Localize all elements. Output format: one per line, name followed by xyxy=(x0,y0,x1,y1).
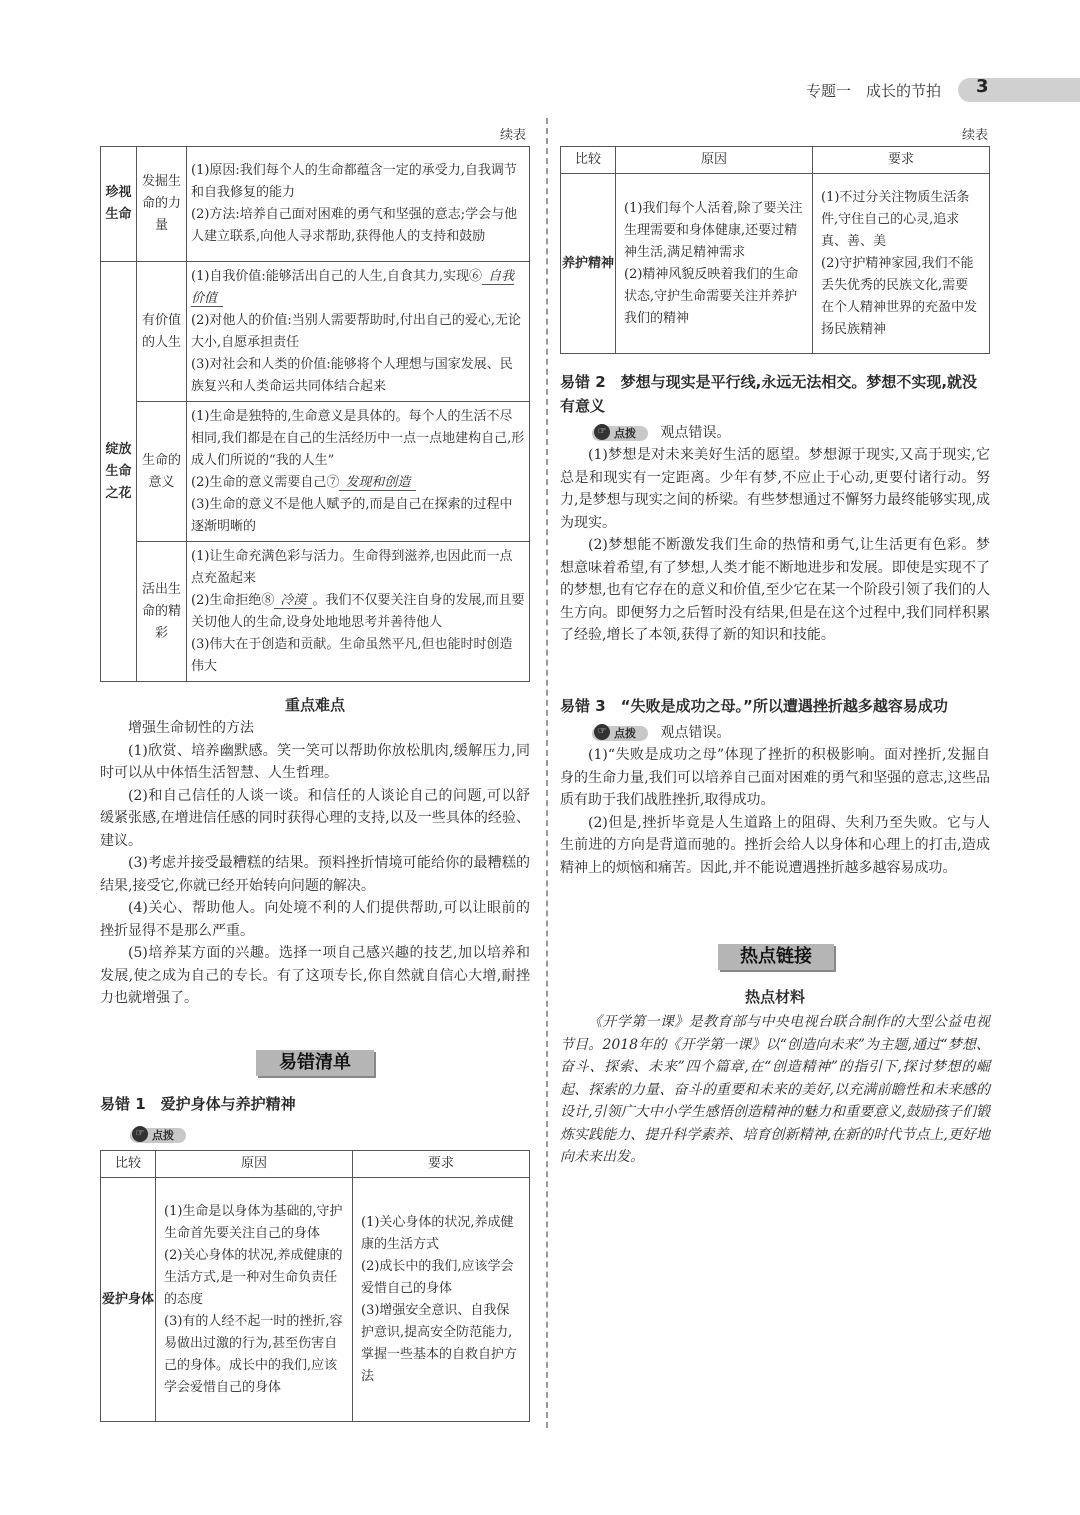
content-line: (2)生命的意义需要自己⑦ 发现和创造 xyxy=(191,472,525,494)
header-cell: 要求 xyxy=(353,1151,530,1178)
hint-badge: ☞ 点拨 xyxy=(130,1124,186,1143)
pointer-icon: ☞ xyxy=(594,424,610,440)
answer-blank: 自我价值 xyxy=(191,268,515,306)
content-line: (1)生命是独特的,生命意义是具体的。每个人的生活不尽相同,我们都是在自己的生活经历中一点一点地建构自己,形成人们所说的“我的人生” xyxy=(191,408,525,468)
content-cell xyxy=(187,147,530,262)
column-divider xyxy=(546,118,548,1428)
header-cell: 比较 xyxy=(101,1151,156,1178)
answer-blank: 冷漠 xyxy=(274,593,312,609)
subcategory-cell: 发掘生命的力量 xyxy=(137,147,187,262)
content-cell xyxy=(187,262,530,402)
category-cell: 珍视生命 xyxy=(101,147,137,262)
key-point: (3)考虑并接受最糟糕的结果。预料挫折情境可能给你的最糟糕的结果,接受它,你就已经开始转向问题的解决。 xyxy=(100,855,530,894)
topic-header: 专题一 成长的节拍 xyxy=(806,82,942,100)
error-list-banner: 易错清单 xyxy=(256,1050,374,1076)
table-row xyxy=(561,174,990,354)
content-line: (1)不过分关注物质生活条件,守住自己的心灵,追求真、善、美 xyxy=(821,189,970,249)
content-line: (2)成长中的我们,应该学会爱惜自己的身体 xyxy=(361,1258,514,1296)
summary-table xyxy=(100,146,530,682)
subcategory-cell: 生命的意义 xyxy=(137,402,187,542)
paragraph: (1)梦想是对未来美好生活的愿望。梦想源于现实,又高于现实,它总是和现实有一定距离。少年有梦,不应止于心动,更要付诸行动。努力,是梦想与现实之间的桥梁。有些梦想通过不懈努力最终能够实现,成为现实。 xyxy=(560,447,990,531)
content-line: (2)精神风貌反映着我们的生命状态,守护生命需要关注并养护我们的精神 xyxy=(624,266,799,326)
content-line: (1)自我价值:能够活出自己的人生,自食其力,实现⑥ 自我价值 xyxy=(191,268,515,306)
content-line: (2)生命拒绝⑧ 冷漠 。我们不仅要关注自身的发展,而且要关切他人的生命,设身处地地思考并善待他人 xyxy=(191,592,525,630)
table-row xyxy=(101,262,530,402)
content-cell xyxy=(187,402,530,542)
paragraph: (1)“失败是成功之母”体现了挫折的积极影响。面对挫折,发掘自身的生命力量,我们可以培养自己面对困难的勇气和坚强的意志,这些品质有助于我们战胜挫折,取得成功。 xyxy=(560,747,990,808)
content-line: (1)关心身体的状况,养成健康的生活方式 xyxy=(361,1214,514,1252)
key-points-title: 重点难点 xyxy=(284,696,345,714)
pointer-icon: ☞ xyxy=(594,724,610,740)
hint-verdict: 观点错误。 xyxy=(660,725,731,741)
content-line: (3)生命的意义不是他人赋予的,而是自己在探索的过程中逐渐明晰的 xyxy=(191,496,513,534)
table-row xyxy=(101,147,530,262)
key-points-subtitle: 增强生命韧性的方法 xyxy=(128,720,254,736)
category-cell: 绽放生命之花 xyxy=(101,262,137,682)
reason-cell xyxy=(156,1178,353,1422)
content-line: (2)守护精神家园,我们不能丢失优秀的民族文化,需要在个人精神世界的充盈中发扬民族精神 xyxy=(821,255,978,337)
continued-label-left: 续表 xyxy=(500,128,527,143)
content-line: (3)伟大在于创造和贡献。生命虽然平凡,但也能时时创造伟大 xyxy=(191,636,513,674)
error-1-title: 易错 1 爱护身体与养护精神 xyxy=(100,1095,296,1113)
content-line: (1)生命是以身体为基础的,守护生命首先要关注自己的身体 xyxy=(164,1203,343,1241)
error-3-section xyxy=(560,694,990,879)
comparison-table-spirit xyxy=(560,146,990,354)
continued-label-right: 续表 xyxy=(962,128,989,143)
hot-material-text: 《开学第一课》是教育部与中央电视台联合制作的大型公益电视节目。2018年的《开学第一课》以“创造向未来”为主题,通过“梦想、奋斗、探索、未来”四个篇章,在“创造精神”的指引下,探讨梦想的崛起、探索的力量、奋斗的重要和未来的美好,以充满前瞻性和未来感的设计,引领广大中小学生感悟创造精神的魅力和重要意义,鼓励孩子们锻炼实践能力、提升科学素养、培育创新精神,在新的时代节点上,更好地向未来出发。 xyxy=(560,1014,990,1165)
header-cell: 原因 xyxy=(156,1151,353,1178)
key-point: (1)欣赏、培养幽默感。笑一笑可以帮助你放松肌肉,缓解压力,同时可以从中体悟生活智慧、人生哲理。 xyxy=(100,742,530,781)
hint-line: ☞ 点拨 观点错误。 xyxy=(592,722,990,742)
answer-blank: 发现和创造 xyxy=(339,475,416,491)
pointer-icon: ☞ xyxy=(132,1126,148,1142)
key-points-section xyxy=(100,694,530,1010)
content-cell xyxy=(187,542,530,682)
content-line: (2)关心身体的状况,养成健康的生活方式,是一种对生命负责任的态度 xyxy=(164,1247,343,1307)
paragraph: (2)但是,挫折毕竟是人生道路上的阻碍、失利乃至失败。它与人生前进的方向是背道而驰的。挫折会给人以身体和心理上的打击,造成精神上的烦恼和痛苦。因此,并不能说遭遇挫折越多越容易成功。 xyxy=(560,814,990,876)
hot-material-title: 热点材料 xyxy=(744,988,805,1006)
hot-material-section xyxy=(560,986,990,1169)
table-row xyxy=(101,402,530,542)
error-2-section xyxy=(560,370,990,647)
hot-link-banner: 热点链接 xyxy=(718,944,834,970)
table-row xyxy=(101,542,530,682)
reason-cell xyxy=(616,174,813,354)
table-row xyxy=(101,1178,530,1422)
key-point: (2)和自己信任的人谈一谈。和信任的人谈论自己的问题,可以舒缓紧张感,在增进信任感的同时获得心理的支持,以及一些具体的经验、建议。 xyxy=(100,787,530,849)
header-cell: 要求 xyxy=(813,147,990,174)
hint-verdict: 观点错误。 xyxy=(660,425,731,441)
content-line: (2)对他人的价值:当别人需要帮助时,付出自己的爱心,无论大小,自愿承担责任 xyxy=(191,312,522,350)
page-number: 3 xyxy=(976,76,989,97)
content-line: (3)有的人经不起一时的挫折,容易做出过激的行为,甚至伤害自己的身体。成长中的我们,应该学会爱惜自己的身体 xyxy=(164,1313,343,1395)
comparison-table-body xyxy=(100,1150,530,1422)
header-cell: 比较 xyxy=(561,147,616,174)
row-label: 养护精神 xyxy=(561,174,616,354)
subcategory-cell: 有价值的人生 xyxy=(137,262,187,402)
header-cell: 原因 xyxy=(616,147,813,174)
content-line: (3)增强安全意识、自我保护意识,提高安全防范能力,掌握一些基本的自救自护方法 xyxy=(361,1302,518,1384)
content-line: (3)对社会和人类的价值:能够将个人理想与国家发展、民族复兴和人类命运共同体结合起来 xyxy=(191,356,513,394)
error-3-title: 易错 3 “失败是成功之母。”所以遭遇挫折越多越容易成功 xyxy=(560,697,948,715)
key-point: (4)关心、帮助他人。向处境不利的人们提供帮助,可以让眼前的挫折显得不是那么严重。 xyxy=(100,900,530,939)
paragraph: (2)梦想能不断激发我们生命的热情和勇气,让生活更有色彩。梦想意味着希望,有了梦想,人类才能不断地进步和发展。即使是实现不了的梦想,也有它存在的意义和价值,至少它在某一个阶段引领了我们的人生方向。即便努力之后暂时没有结果,但是在这个过程中,我们同样积累了经验,增长了本领,获得了新的知识和技能。 xyxy=(560,537,990,643)
content-line: (1)我们每个人活着,除了要关注生理需要和身体健康,还要过精神生活,满足精神需求 xyxy=(624,200,803,260)
row-label: 爱护身体 xyxy=(101,1178,156,1422)
requirement-cell xyxy=(813,174,990,354)
subcategory-cell: 活出生命的精彩 xyxy=(137,542,187,682)
error-2-title: 易错 2 梦想与现实是平行线,永远无法相交。梦想不实现,就没有意义 xyxy=(560,373,978,415)
content-line: (1)原因:我们每个人的生命都蕴含一定的承受力,自我调节和自我修复的能力 xyxy=(191,163,517,200)
hint-line: ☞ 点拨 观点错误。 xyxy=(592,422,990,442)
content-line: (1)让生命充满色彩与活力。生命得到滋养,也因此而一点点充盈起来 xyxy=(191,548,513,586)
content-line: (2)方法:培养自己面对困难的勇气和坚强的意志;学会与他人建立联系,向他人寻求帮助,获得他人的支持和鼓励 xyxy=(191,207,518,244)
key-point: (5)培养某方面的兴趣。选择一项自己感兴趣的技艺,加以培养和发展,使之成为自己的专长。有了这项专长,你自然就自信心大增,耐挫力也就增强了。 xyxy=(100,945,530,1006)
requirement-cell xyxy=(353,1178,530,1422)
